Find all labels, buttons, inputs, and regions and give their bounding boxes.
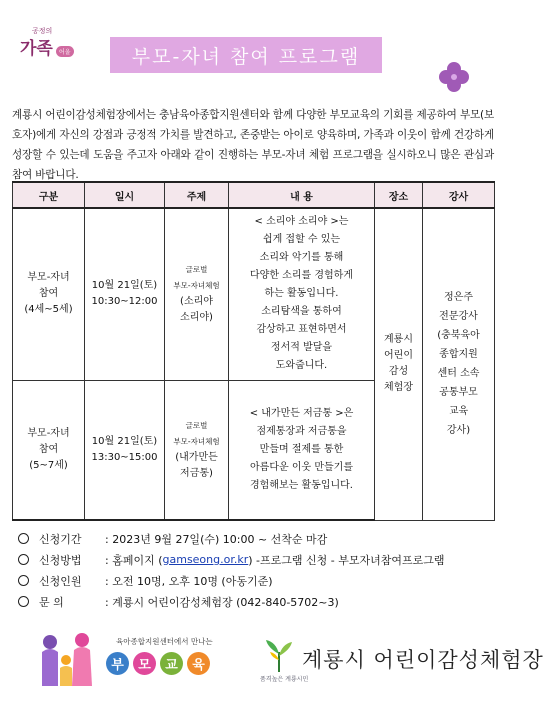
instructor-cell [423,208,495,520]
info-row-capacity [18,570,498,591]
clover-icon [437,60,471,94]
date-text: 10월 21일(토) [91,435,158,447]
sprout-emblem-icon [262,638,296,674]
info-label: 신청방법 [39,553,82,567]
gyeryong-center-logo [258,634,544,688]
row1-category [13,208,85,380]
header-topic: 주제 [165,182,229,208]
category-line: (4세~5세) [24,304,73,316]
row2-category [13,380,85,520]
info-label: 신청인원 [39,574,82,588]
info-value-pre: : 홈페이지 ( [105,553,163,567]
table-header-row [13,182,495,208]
content-line: 경험해보는 활동입니다. [250,479,353,491]
circle-bullet-icon [18,575,29,586]
row2-topic [165,380,229,520]
content-line: 아름다운 이웃 만들기를 [250,461,353,473]
row1-topic [165,208,229,380]
place-line: 어린이 [384,350,413,362]
instructor-line: 강사) [446,425,471,437]
topic-small: 글로벌 [185,265,208,275]
content-line: 다양한 소리를 경험하게 [250,270,353,282]
info-label: 신청기간 [39,532,82,546]
wordmark-char: 교 [160,652,183,675]
category-line: 참여 [38,288,59,300]
parent-education-logo [36,630,226,690]
row1-content [229,208,375,380]
header-place: 장소 [375,182,423,208]
wordmark-char: 부 [106,652,129,675]
homepage-link[interactable]: gamseong.or.kr [162,553,249,566]
content-line: 쉽게 접할 수 있는 [262,234,341,246]
instructor-line: 센터 소속 [437,368,480,380]
place-line: 감성 [388,366,409,378]
application-info [18,528,498,612]
table-row [13,208,495,380]
category-line: 부모-자녀 [27,272,70,284]
category-line: (5~7세) [29,459,68,471]
date-text: 10월 21일(토) [91,280,158,292]
header-logo-tag: 어울 [56,46,74,57]
row1-datetime [85,208,165,380]
content-line: < 소리야 소리야 >는 [254,216,349,228]
content-line: 소리와 악기를 통해 [259,252,344,264]
wordmark-char: 육 [187,652,210,675]
intro-paragraph: 계룡시 어린이감성체험장에서는 충남육아종합지원센터와 함께 다양한 부모교육의 기회를 제공하여 부모(보호자)에게 자신의 강점과 긍정적 가치를 발견하고, 존중받는 아이로 양육하며, 가족과 이웃이 함께 건강하게 성장할 수 있는데 도움을 주고자 아래와 같이 진행하는 부모-자녀 체험 프로그램을 실시하오니 많은 관심과 참여 바랍니다. [12,109,494,181]
info-row-contact [18,591,498,612]
circle-bullet-icon [18,554,29,565]
instructor-line: (충북육아 [437,330,480,342]
category-line: 부모-자녀 [27,427,70,439]
header-logo [18,26,74,66]
info-value: : 오전 10명, 오후 10명 (아동기준) [105,574,273,588]
content-line: < 내가만든 저금통 >은 [249,407,354,419]
content-line: 하는 활동입니다. [264,288,339,300]
content-line: 감상하고 표현하면서 [256,324,347,336]
time-text: 13:30~15:00 [91,451,158,463]
place-line: 체험장 [384,382,413,394]
circle-bullet-icon [18,596,29,607]
info-value: : 2023년 9월 27일(수) 10:00 ~ 선착순 마감 [105,532,328,546]
topic-small: 글로벌 [185,420,208,430]
instructor-line: 전문강사 [439,311,478,323]
header-datetime: 일시 [85,182,165,208]
header-logo-main: 가족 [20,39,53,59]
instructor-line: 정은주 [444,292,473,304]
info-label: 문 의 [39,595,64,609]
info-value: : 계룡시 어린이감성체험장 (042-840-5702~3) [105,595,339,609]
topic-line: 소리야) [180,312,213,324]
content-line: 만들며 절제를 통한 [259,443,344,455]
info-row-period [18,528,498,549]
instructor-line: 공통부모 [439,387,478,399]
topic-line: 저금통) [180,467,213,479]
place-cell [375,208,423,520]
program-table [12,181,495,521]
instructor-line: 교육 [448,406,469,418]
center-slogan: 품격높은 계룡시민 [260,676,309,683]
header-content: 내 용 [229,182,375,208]
page-title: 부모-자녀 참여 프로그램 [110,37,382,73]
parent-education-wordmark [106,652,210,675]
logo-caption: 육아종합지원센터에서 만나는 [116,637,213,646]
content-line: 소리탐색을 통하여 [261,306,342,318]
header-category: 구분 [13,182,85,208]
family-figures-icon [36,630,100,690]
content-line: 정서적 발달을 [270,342,333,354]
wordmark-char: 모 [133,652,156,675]
info-value-post: ) -프로그램 신청 - 부모자녀참여프로그램 [248,553,445,567]
row2-content [229,380,375,520]
row2-datetime [85,380,165,520]
circle-bullet-icon [18,533,29,544]
content-line: 점제통장과 저금통을 [256,425,347,437]
category-line: 참여 [38,443,59,455]
center-name: 계룡시 어린이감성체험장 [302,648,544,672]
info-row-method [18,549,498,570]
header-instructor: 강사 [423,182,495,208]
topic-small: 부모-자녀체험 [173,281,220,291]
topic-small: 부모-자녀체험 [173,436,220,446]
topic-line: (내가만든 [175,451,218,463]
header-logo-sub: 공정의 [32,27,53,35]
place-line: 계룡시 [384,334,413,346]
content-line: 도와줍니다. [275,360,328,372]
instructor-line: 종합지원 [439,349,478,361]
time-text: 10:30~12:00 [91,296,158,308]
topic-line: (소리야 [180,296,213,308]
